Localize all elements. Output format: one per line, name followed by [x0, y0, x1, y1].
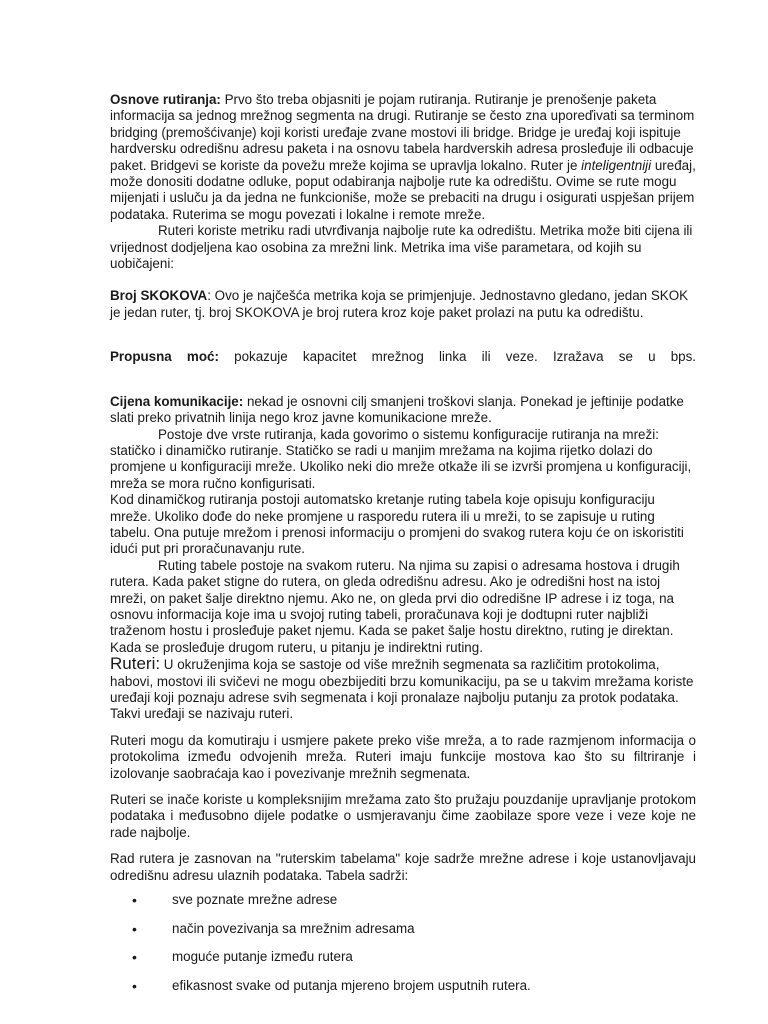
list-item [110, 949, 696, 978]
paragraph-ruteri-komutiraju: Ruteri mogu da komutiraju i usmjere pakete preko više mreža, a to rade razmjenom informacija o protokolima između odvojenih mreža. Ruteri imaju funkcije mostova kao što su filtriranje i izolovanje saobraćaja kao i povezivanje mrežnih segmenata. [110, 732, 696, 781]
heading-cijena-komunikacije: Cijena komunikacije: [110, 393, 244, 409]
heading-osnove-rutiranja: Osnove rutiranja: [110, 92, 221, 107]
list-item [110, 978, 696, 1007]
paragraph-ruting-tabele: Ruting tabele postoje na svakom ruteru. Na njima su zapisi o adresama hostova i drugih rutera. Kada paket stigne do rutera, on gleda odredišnu adresu. Ako je odredišni host na istoj mreži, on paket šalje direktno njemu. Ako ne, on gleda prvi dio odredišne IP adrese i iz toga, na osnovu informacija koje ima u svojoj ruting tabeli, proračunava koji je dodtupni ruter najbliži traženom hostu i prosleđuje paket njemu. Kada se paket šalje hostu direktno, ruting je direktan. Kada se prosleđuje drugom ruteru, u pitanju je indirektni ruting. [110, 557, 680, 655]
paragraph-ruteri [110, 656, 696, 723]
heading-propusna-moc: Propusna moć: [110, 349, 219, 365]
paragraph-cijena [110, 394, 696, 427]
bullet-list [110, 892, 696, 1006]
paragraph-metrika: Ruteri koriste metriku radi utvrđivanja najbolje rute ka odredištu. Metrika može biti cijena ili vrijednost dodjeljena kao osobina za mrežni link. Metrika ima više parametara, od kojih su uobičajeni: [110, 223, 693, 272]
heading-broj-skokova: Broj SKOKOVA [110, 288, 208, 304]
bullet-icon: • [132, 977, 137, 994]
osnove-text-b: uređaj, može donositi dodatne odluke, poput odabiranja najbolje rute ka odredištu. Ovime se rute mogu mijenjati i usluču ja da jedna ne funkcioniše, može se prebaciti na drugu i osigurati uspješan prijem podataka. Ruterima se mogu povezati i lokalne i remote mreže. [110, 157, 696, 222]
ruteri-text: U okruženjima koja se sastoje od više mrežnih segmenata sa različitim protokolima, habovi, mostovi ili svičevi ne mogu obezbijediti brzu komunikaciju, pa se u takvim mrežama koriste uređaji koji poznaju adrese svih segmenata i koji pronalaze najbolju putanju za protok podataka. Takvi uređaji se nazivaju ruteri. [110, 657, 694, 722]
list-item-text: moguće putanje između rutera [172, 949, 353, 965]
paragraph-propusna [110, 349, 696, 365]
propusna-text: pokazuje kapacitet mrežnog linka ili veze. Izražava se u bps. [218, 349, 697, 365]
paragraph-ruteri-kompleksne: Ruteri se inače koriste u kompleksnijim mrežama zato što pružaju pouzdanije upravljanje protokom podataka i međusobno dijele podatke o usmjeravanju čime zaobilaze spore veze i veze koje ne rade najbolje. [110, 792, 696, 840]
list-item [110, 921, 696, 950]
bullet-icon: • [132, 892, 137, 909]
osnove-italic: inteligentniji [581, 157, 652, 173]
heading-ruteri: Ruteri: [110, 654, 161, 674]
paragraph-skokova [110, 288, 696, 321]
skokova-text: : Ovo je najčešća metrika koja se primjenjuje. Jednostavno gledano, jedan SKOK je jedan ruter, tj. broj SKOKOVA je broj rutera kroz koje paket prolazi na putu ka odredištu. [110, 288, 689, 320]
list-item-text: način povezivanja sa mrežnim adresama [172, 920, 415, 936]
document-page [110, 92, 696, 1006]
list-item-text: sve poznate mrežne adrese [172, 892, 338, 908]
paragraph-ruterske-tabele: Rad rutera je zasnovan na "ruterskim tabelama" koje sadrže mrežne adrese i koje ustanovljavaju odredišnu adresu ulaznih podataka. Tabela sadrži: [110, 851, 696, 883]
list-item [110, 892, 696, 921]
bullet-icon: • [132, 949, 137, 966]
list-item-text: efikasnost svake od putanja mjereno brojem usputnih rutera. [172, 977, 531, 993]
paragraph-staticko: Postoje dve vrste rutiranja, kada govorimo o sistemu konfiguracije rutiranja na mreži: statičko i dinamičko rutiranje. Statičko se radi u manjim mrežama na kojima rijetko dolazi do promjene u konfiguraciji mreže. Ukoliko neki dio mreže otkaže ili se izvrši promjena u konfiguraciji, mreža se mora ručno konfigurisati. [110, 426, 692, 491]
bullet-icon: • [132, 920, 137, 937]
cijena-text: nekad je osnovni cilj smanjeni troškovi slanja. Ponekad je jeftinije podatke slati preko privatnih linija nego kroz javne komunikacione mreže. [110, 393, 684, 426]
osnove-text-a: Prvo što treba objasniti je pojam rutiranja. Rutiranje je prenošenje paketa informacija sa jednog mrežnog segmenta na drugi. Rutiranje se često zna uporeďivati sa terminom bridging (premošćivanje) koji koristi uređaje zvane mostovi ili bridge. Bridge je uređaj koji ispituje hardversku odredišnu adresu paketa i na osnovu tabela hardverskih adresa prosleđuje ili odbacuje paket. Bridgevi se koriste da povežu mreže kojima se upravlja lokalno. Ruter je [110, 92, 695, 173]
paragraph-osnove [110, 92, 696, 223]
paragraph-dinamicko: Kod dinamičkog rutiranja postoji automatsko kretanje ruting tabela koje opisuju konfiguraciju mreže. Ukoliko dođe do neke promjene u rasporedu rutera ili u mreži, to se zapisuje u ruting tabelu. Ona putuje mrežom i prenosi informaciju o promjeni do svakog rutera koju će on iskoristiti idući put pri proračunavanju rute. [110, 492, 684, 557]
